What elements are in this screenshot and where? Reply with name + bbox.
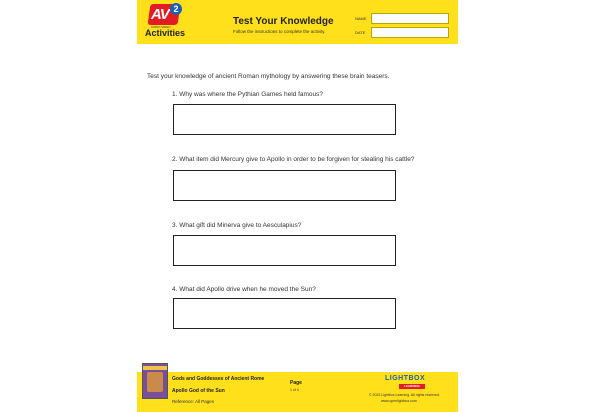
book-title: Apollo God of the Sun xyxy=(172,388,225,394)
series-title: Gods and Goddesses of Ancient Rome xyxy=(172,376,265,382)
page-label: Page xyxy=(290,380,302,386)
website-link[interactable]: www.openlightbox.com xyxy=(381,399,417,403)
name-label: NAME xyxy=(355,16,367,21)
worksheet xyxy=(137,0,458,412)
cover-illustration xyxy=(147,372,163,392)
date-field[interactable] xyxy=(371,27,449,38)
page-subtitle: Follow the instructions to complete the activity. xyxy=(233,29,326,34)
lightbox-learning-badge: LEARNING xyxy=(399,384,425,389)
date-label: DATE xyxy=(355,30,366,35)
instructions-text: Test your knowledge of ancient Roman mythology by answering these brain teasers. xyxy=(147,73,390,80)
copyright-text: © 2022 Lightbox Learning. All rights reserved. xyxy=(369,393,440,397)
cover-title-band xyxy=(143,366,167,370)
answer-box-1[interactable] xyxy=(173,104,396,135)
footer-band xyxy=(137,372,458,412)
lightbox-logo: LIGHTBOX xyxy=(385,375,426,382)
book-cover-image xyxy=(142,363,168,399)
question-2: 2. What item did Mercury give to Apollo in order to be forgiven for stealing his cattle? xyxy=(172,156,415,163)
answer-box-2[interactable] xyxy=(173,170,396,201)
name-field[interactable] xyxy=(371,13,449,24)
logo-text: AV xyxy=(151,6,169,23)
header-band xyxy=(137,0,458,44)
activities-label: Activities xyxy=(144,28,186,38)
logo-number-badge: 2 xyxy=(170,3,182,15)
answer-box-3[interactable] xyxy=(173,235,396,266)
answer-box-4[interactable] xyxy=(173,298,396,329)
logo-subtitle: AUDIO VIDEO xyxy=(151,25,171,29)
reference-text: Reference: All Pages xyxy=(172,399,215,404)
question-4: 4. What did Apollo drive when he moved the Sun? xyxy=(172,286,316,293)
page-number: 1 of 4 xyxy=(290,388,299,392)
question-3: 3. What gift did Minerva give to Aesculapius? xyxy=(172,222,302,229)
page-title: Test Your Knowledge xyxy=(233,16,334,27)
question-1: 1. Why was where the Pythian Games held famous? xyxy=(172,91,324,98)
